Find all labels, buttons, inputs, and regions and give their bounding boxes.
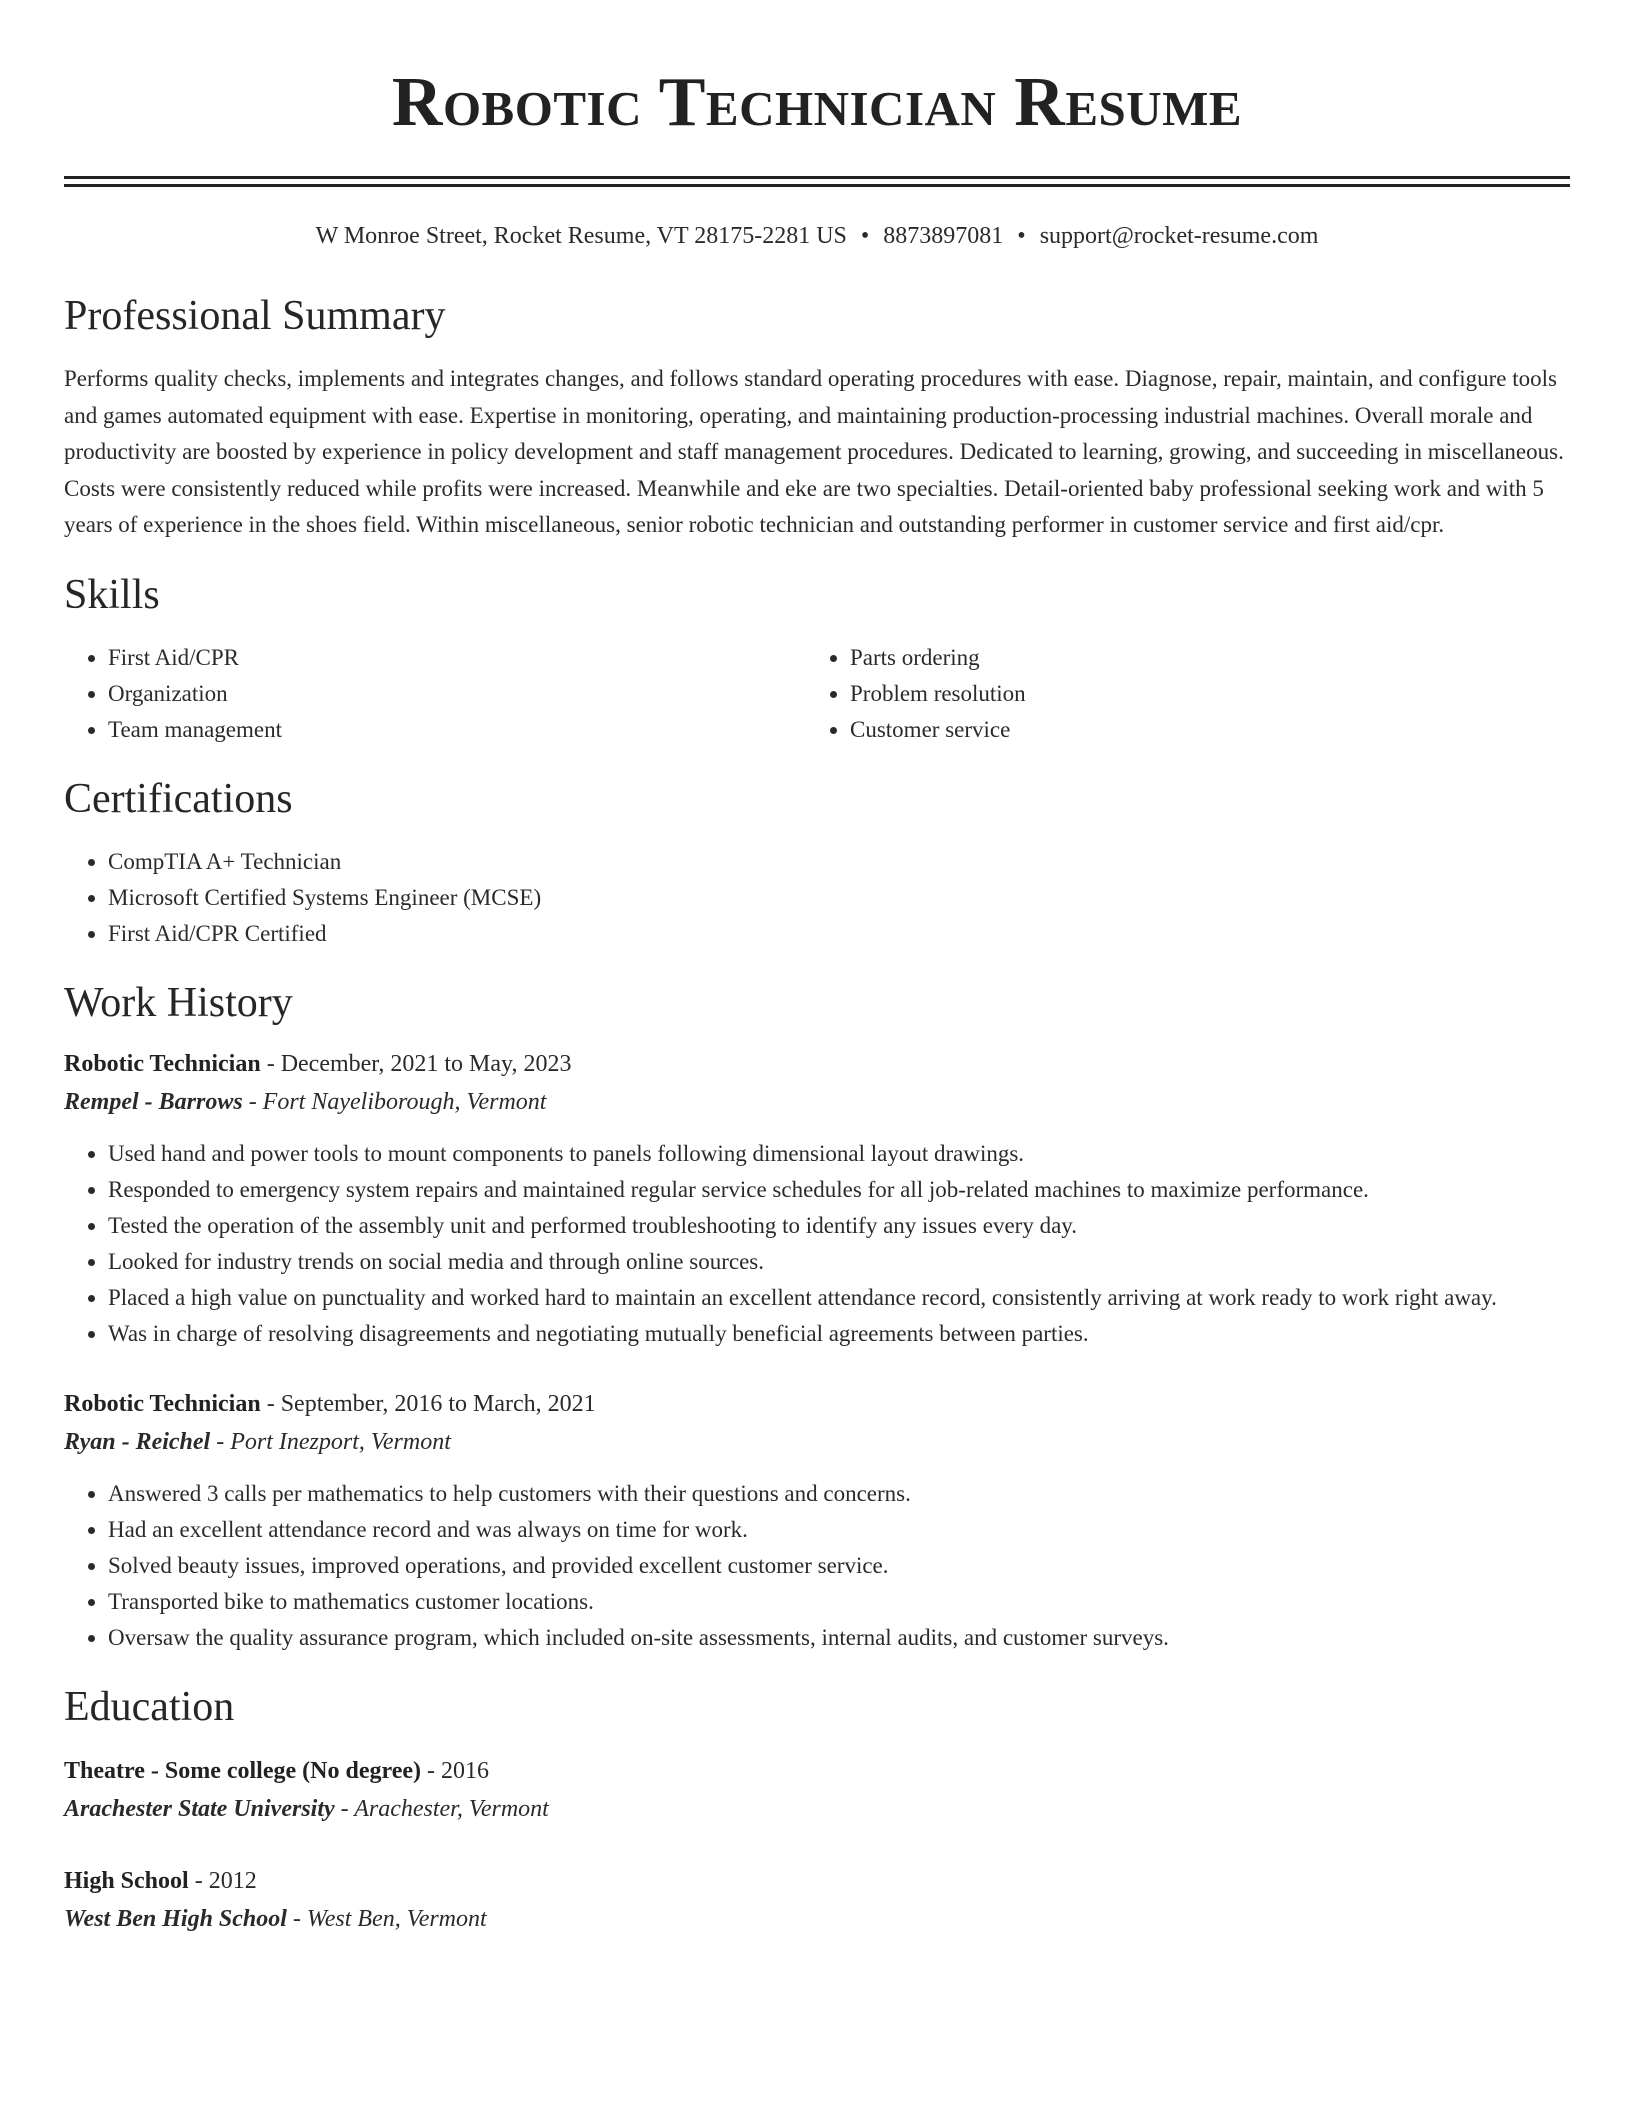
education-location: - Arachester, Vermont <box>334 1795 549 1822</box>
job-duties-list <box>64 1476 1570 1656</box>
certification-item: • CompTIA A+ Technician <box>108 844 1570 880</box>
certifications-heading: Certifications <box>64 775 293 822</box>
summary-section <box>64 291 1570 544</box>
education-degree: Theatre - Some college (No degree) <box>64 1757 421 1784</box>
skill-item: • First Aid/CPR <box>108 640 806 676</box>
job-duty: • Looked for industry trends on social media and through online sources. <box>108 1244 1570 1280</box>
education-location: - West Ben, Vermont <box>286 1905 487 1932</box>
job-title: Robotic Technician <box>64 1390 261 1417</box>
resume-page <box>64 0 1570 1938</box>
education-degree-line <box>64 1752 1570 1790</box>
job-duty: • Transported bike to mathematics customer locations. <box>108 1584 1570 1620</box>
certifications-section <box>64 774 1570 952</box>
job-duty: • Placed a high value on punctuality and worked hard to maintain an excellent attendance record, consistently arriving at work ready to work right away. <box>108 1280 1570 1316</box>
education-year: - 2012 <box>188 1867 257 1894</box>
skill-item: • Organization <box>108 676 806 712</box>
education-section <box>64 1682 1570 1938</box>
contact-separator: • <box>860 223 870 249</box>
summary-heading: Professional Summary <box>64 293 446 339</box>
job-employer: Rempel - Barrows <box>64 1088 243 1115</box>
job-entry <box>64 1046 1570 1352</box>
resume-title: Robotic Technician Resume <box>391 64 1243 141</box>
skill-item: • Problem resolution <box>850 676 1548 712</box>
job-duty: • Had an excellent attendance record and was always on time for work. <box>108 1512 1570 1548</box>
skill-item: • Team management <box>108 712 806 748</box>
skills-heading: Skills <box>64 571 160 618</box>
skills-column-left <box>64 640 806 748</box>
skills-column-right <box>806 640 1548 748</box>
job-duty: • Was in charge of resolving disagreements and negotiating mutually beneficial agreements between parties. <box>108 1316 1570 1352</box>
job-title-line <box>64 1046 1570 1082</box>
education-entry <box>64 1862 1570 1938</box>
job-title: Robotic Technician <box>64 1050 261 1077</box>
job-duty: • Oversaw the quality assurance program, which included on-site assessments, internal audits, and customer surveys. <box>108 1620 1570 1656</box>
certification-item: • First Aid/CPR Certified <box>108 916 1570 952</box>
skill-item: • Customer service <box>850 712 1548 748</box>
skills-grid <box>64 640 1570 748</box>
summary-text: Performs quality checks, implements and integrates changes, and follows standard operating procedures with ease. Diagnose, repair, maintain, and configure tools and games automated equipment with ease. Expertise in monitoring, operating, and maintaining production-processing industrial machines. Overall morale and productivity are boosted by experience in policy development and staff management procedures. Dedicated to learning, growing, and succeeding in miscellaneous. Costs were consistently reduced while profits were increased. Meanwhile and eke are two specialties. Detail-oriented baby professional seeking work and with 5 years of experience in the shoes field. Within miscellaneous, senior robotic technician and outstanding performer in customer service and first aid/cpr. <box>64 366 1564 537</box>
job-duty: • Used hand and power tools to mount components to panels following dimensional layout drawings. <box>108 1136 1570 1172</box>
contact-line <box>64 221 1570 251</box>
job-title-line <box>64 1386 1570 1422</box>
contact-email: support@rocket-resume.com <box>1039 223 1319 249</box>
job-employer: Ryan - Reichel <box>64 1428 211 1455</box>
title-divider-top <box>64 176 1570 179</box>
title-divider-bottom <box>64 184 1570 187</box>
education-year: - 2016 <box>421 1757 489 1784</box>
job-entry <box>64 1386 1570 1656</box>
education-school-line <box>64 1790 1570 1828</box>
work-history-heading: Work History <box>64 979 293 1026</box>
contact-phone: 8873897081 <box>883 223 1004 249</box>
education-heading: Education <box>64 1683 235 1730</box>
skill-item: • Parts ordering <box>850 640 1548 676</box>
job-employer-line <box>64 1422 1570 1462</box>
education-school: Arachester State University <box>64 1795 335 1822</box>
education-degree: High School <box>64 1867 189 1894</box>
education-school: West Ben High School <box>64 1905 287 1932</box>
work-history-section <box>64 978 1570 1656</box>
certifications-list <box>64 844 1570 952</box>
job-location: - Port Inezport, Vermont <box>210 1428 451 1455</box>
skills-section <box>64 570 1570 748</box>
contact-separator: • <box>1017 223 1026 249</box>
job-location: - Fort Nayeliborough, Vermont <box>242 1088 547 1115</box>
job-employer-line <box>64 1082 1570 1122</box>
certification-item: • Microsoft Certified Systems Engineer (MCSE) <box>108 880 1570 916</box>
job-duty: • Answered 3 calls per mathematics to help customers with their questions and concerns. <box>108 1476 1570 1512</box>
job-duty: • Solved beauty issues, improved operations, and provided excellent customer service. <box>108 1548 1570 1584</box>
contact-address: W Monroe Street, Rocket Resume, VT 28175-2281 US <box>315 223 847 249</box>
job-duty: • Tested the operation of the assembly unit and performed troubleshooting to identify any issues every day. <box>108 1208 1570 1244</box>
education-school-line <box>64 1900 1570 1938</box>
education-entry <box>64 1752 1570 1828</box>
job-dates: - September, 2016 to March, 2021 <box>260 1390 596 1417</box>
job-duty: • Responded to emergency system repairs and maintained regular service schedules for all job-related machines to maximize performance. <box>108 1172 1570 1208</box>
job-duties-list <box>64 1136 1570 1352</box>
education-degree-line <box>64 1862 1570 1900</box>
job-dates: - December, 2021 to May, 2023 <box>260 1050 572 1077</box>
